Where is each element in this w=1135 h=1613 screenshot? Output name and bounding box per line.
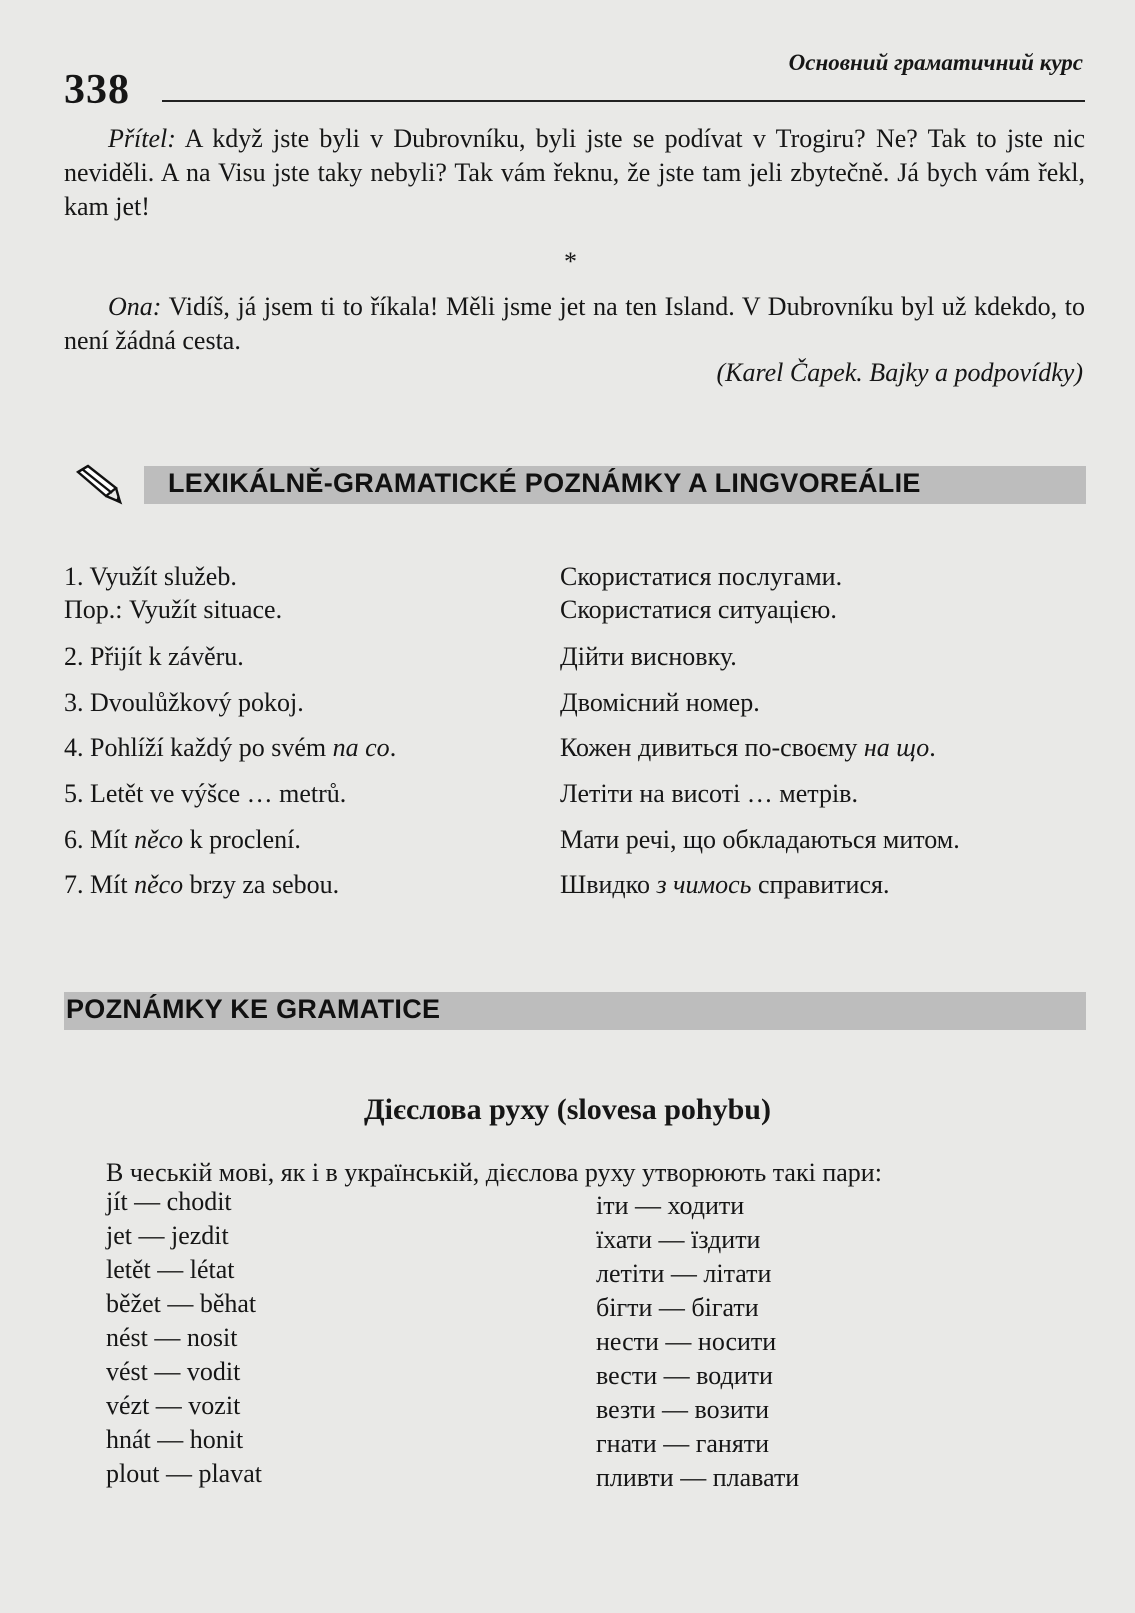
czech-phrase: 7. Mít něco brzy za sebou. xyxy=(64,870,340,899)
source-citation: (Karel Čapek. Bajky a podpovídky) xyxy=(716,358,1083,387)
ukrainian-translation: Скористатися послугами. xyxy=(560,562,843,591)
dialogue-paragraph-1 xyxy=(64,122,1085,224)
section-title-lexical: LEXIKÁLNĚ-GRAMATICKÉ POZNÁMKY A LINGVOREÁLIE xyxy=(168,468,921,498)
vocab-row xyxy=(64,640,1084,676)
vocab-row xyxy=(64,868,1084,904)
header-rule xyxy=(162,100,1085,102)
verb-pair: vést — vodit xyxy=(106,1357,241,1386)
verb-pair: hnát — honit xyxy=(106,1425,244,1454)
verb-pair: пливти — плавати xyxy=(596,1463,800,1492)
section-title-grammar: POZNÁMKY KE GRAMATICE xyxy=(66,994,441,1024)
verb-pair: летіти — літати xyxy=(596,1259,772,1288)
czech-phrase: 5. Letět ve výšce … metrů. xyxy=(64,779,347,808)
vocab-row xyxy=(64,560,1084,596)
vocab-row xyxy=(64,823,1084,859)
verb-pair: бігти — бігати xyxy=(596,1293,759,1322)
czech-verb-pairs xyxy=(106,1185,262,1491)
czech-phrase: 1. Využít služeb. xyxy=(64,562,237,591)
ukrainian-translation: Двомісний номер. xyxy=(560,688,760,717)
verb-pair: letět — létat xyxy=(106,1255,235,1284)
speaker-label: Přítel: xyxy=(108,124,176,153)
speaker-label: Ona: xyxy=(108,292,162,321)
vocab-row xyxy=(64,731,1084,767)
czech-phrase: 4. Pohlíží každý po svém na co. xyxy=(64,733,397,762)
ukrainian-translation: Дійти висновку. xyxy=(560,642,737,671)
grammar-subtitle: Дієслова руху (slovesa pohybu) xyxy=(364,1093,771,1126)
separator-asterisk: * xyxy=(564,247,577,276)
verb-pair: plout — plavat xyxy=(106,1459,262,1488)
verb-pair: іти — ходити xyxy=(596,1191,745,1220)
ukrainian-translation: Летіти на висоті … метрів. xyxy=(560,779,858,808)
verb-pair: běžet — běhat xyxy=(106,1289,257,1318)
paragraph-text: A když jste byli v Dubrovníku, byli jste se podívat v Trogiru? Ne? Tak to jste nic neviděli. A na Visu jste taky nebyli? Tak vám řeknu, že jste tam jeli zbytečně. Já bych vám řekl, kam jet! xyxy=(64,124,1085,221)
ukrainian-translation: Кожен дивиться по-своєму на що. xyxy=(560,733,936,762)
ukrainian-translation: Скористатися ситуацією. xyxy=(560,595,837,624)
czech-phrase: 2. Přijít k závěru. xyxy=(64,642,244,671)
czech-phrase: Пор.: Využít situace. xyxy=(64,595,283,624)
pencil-icon xyxy=(72,462,128,515)
verb-pair: nést — nosit xyxy=(106,1323,238,1352)
page-number: 338 xyxy=(64,67,130,113)
verb-pair: гнати — ганяти xyxy=(596,1429,770,1458)
verb-pair: вести — водити xyxy=(596,1361,773,1390)
vocab-row xyxy=(64,777,1084,813)
dialogue-paragraph-2 xyxy=(64,290,1085,358)
czech-phrase: 6. Mít něco k proclení. xyxy=(64,825,301,854)
verb-pair: jet — jezdit xyxy=(106,1221,229,1250)
verb-pair: нести — носити xyxy=(596,1327,777,1356)
paragraph-text: Vidíš, já jsem ti to říkala! Měli jsme jet na ten Island. V Dubrovníku byl už kdekdo, to není žádná cesta. xyxy=(64,292,1085,355)
czech-phrase: 3. Dvoulůžkový pokoj. xyxy=(64,688,304,717)
verb-pair: vézt — vozit xyxy=(106,1391,241,1420)
ukrainian-translation: Мати речі, що обкладаються митом. xyxy=(560,825,960,854)
vocab-row xyxy=(64,686,1084,722)
verb-pair: jít — chodit xyxy=(106,1187,232,1216)
verb-pair: їхати — їздити xyxy=(596,1225,761,1254)
vocab-row xyxy=(64,593,1084,629)
running-head: Основний граматичний курс xyxy=(788,50,1083,75)
ukrainian-translation: Швидко з чимось справитися. xyxy=(560,870,890,899)
grammar-intro: В чеській мові, як і в українській, дієслова руху утворюють такі пари: xyxy=(106,1158,882,1187)
verb-pair: везти — возити xyxy=(596,1395,770,1424)
ukrainian-verb-pairs xyxy=(596,1189,799,1495)
